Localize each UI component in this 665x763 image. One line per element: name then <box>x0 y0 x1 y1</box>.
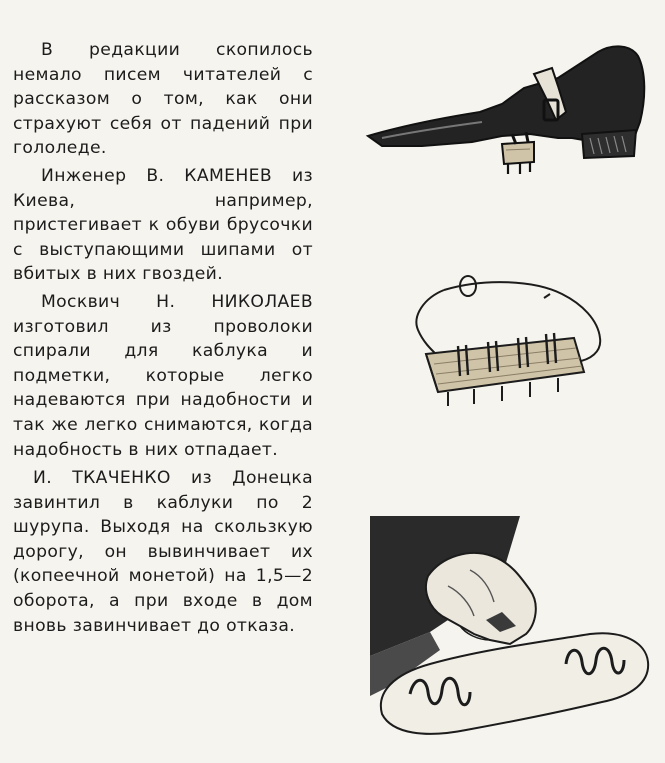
hand-holding-sole-photo <box>370 516 652 748</box>
article-text <box>13 38 313 641</box>
paragraph-nikolaev: Москвич Н. НИКОЛАЕВ изготовил из проволоки спирали для каблука и подметки, которые легко надеваются при надобности и так же легко снимаются, когда надобность в них отпадает. <box>13 291 313 460</box>
paragraph-tkachenko: И. ТКАЧЕНКО из Донецка завинтил в каблуки по 2 шурупа. Выходя на скользкую дорогу, он вывинчивает их (копеечной монетой) на 1,5—2 оборота, а при входе в дом вновь завинчивает до отказа. <box>13 468 313 636</box>
paragraph-intro: В редакции скопилось немало писем читателей с рассказом о том, как они страхуют себя от падений при гололеде. <box>13 40 313 159</box>
shoe-with-spiked-block-illustration <box>362 38 654 188</box>
wire-spiral-block-illustration <box>404 268 622 420</box>
paragraph-kamenev: Инженер В. КАМЕНЕВ из Киева, например, пристегивает к обуви брусочки с выступающими шипами от вбитых в них гвоздей. <box>13 165 313 285</box>
